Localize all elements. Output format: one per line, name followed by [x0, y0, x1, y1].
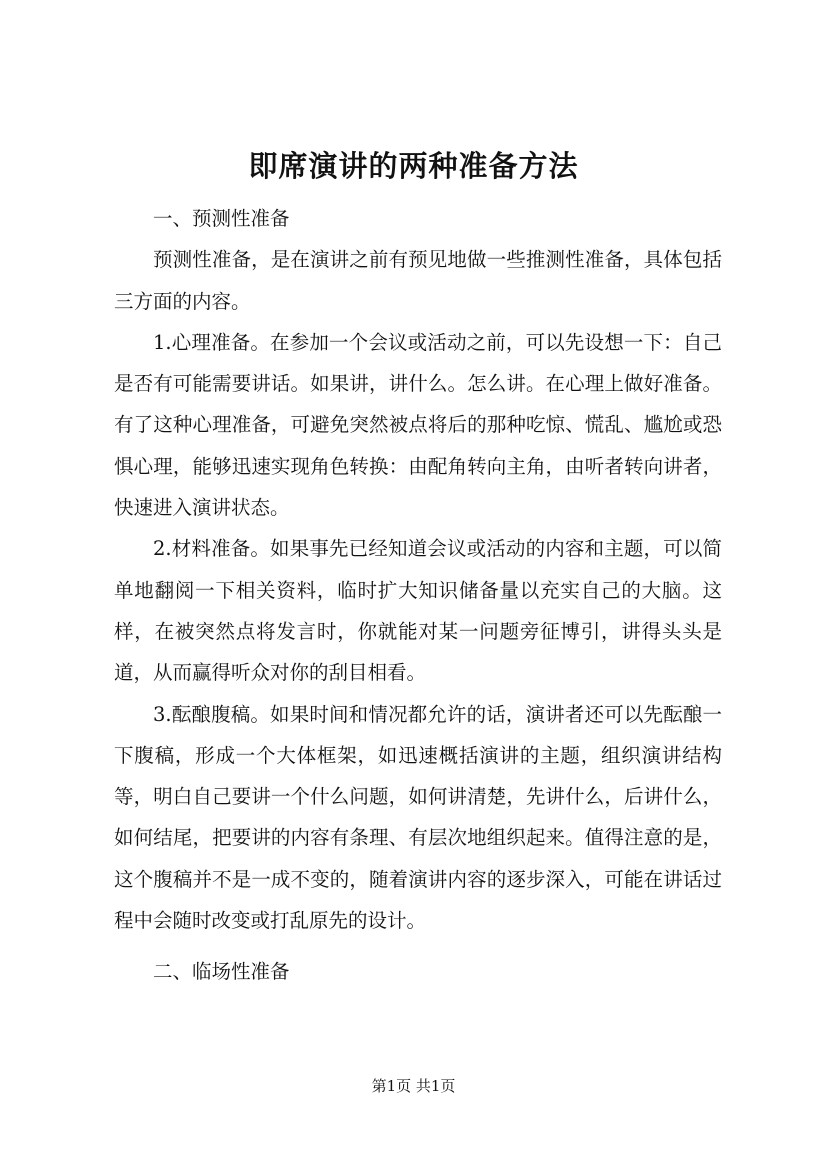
paragraph-material-prep: 2.材料准备。如果事先已经知道会议或活动的内容和主题，可以简单地翻阅一下相关资料，临时扩大知识储备量以充实自己的大脑。这样，在被突然点将发言时，你就能对某一问题旁征博引，讲得头头是道，从而赢得听众对你的刮目相看。 [114, 537, 722, 685]
page-footer: 第1页 共1页 [371, 1077, 456, 1095]
section-heading-predictive: 一、预测性准备 [153, 207, 290, 230]
document-title: 即席演讲的两种准备方法 [248, 149, 579, 183]
paragraph-intro: 预测性准备，是在演讲之前有预见地做一些推测性准备，具体包括三方面的内容。 [114, 248, 722, 313]
paragraph-draft-prep: 3.酝酿腹稿。如果时间和情况都允许的话，演讲者还可以先酝酿一下腹稿，形成一个大体框架，如迅速概括演讲的主题，组织演讲结构等，明白自己要讲一个什么问题，如何讲清楚，先讲什么，后讲什么，如何结尾，把要讲的内容有条理、有层次地组织起来。值得注意的是，这个腹稿并不是一成不变的，随着演讲内容的逐步深入，可能在讲话过程中会随时改变或打乱原先的设计。 [114, 702, 722, 933]
document-body [114, 198, 722, 993]
section-heading-onsite: 二、临场性准备 [153, 960, 290, 984]
paragraph-psychological-prep: 1.心理准备。在参加一个会议或活动之前，可以先设想一下：自己是否有可能需要讲话。如果讲，讲什么。怎么讲。在心理上做好准备。有了这种心理准备，可避免突然被点将后的那种吃惊、慌乱、尴尬或恐惧心理，能够迅速实现角色转换：由配角转向主角，由听者转向讲者，快速进入演讲状态。 [114, 330, 722, 520]
